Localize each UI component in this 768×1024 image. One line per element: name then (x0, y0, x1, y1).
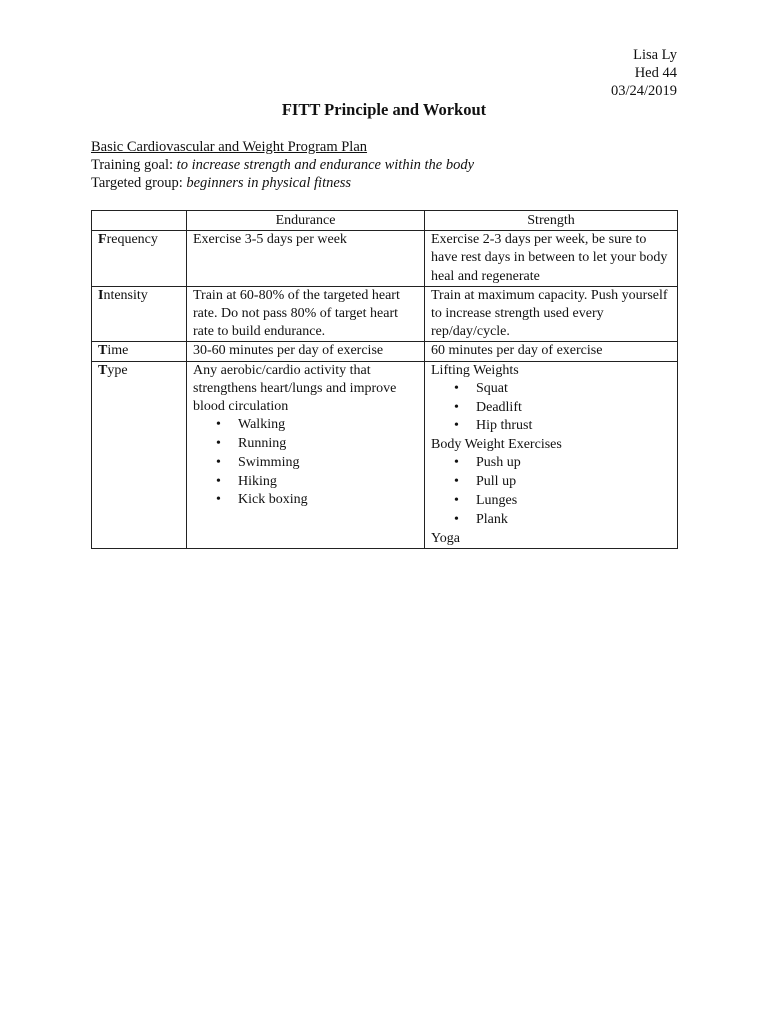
intro-block (91, 138, 474, 192)
list-item: • Running (238, 435, 418, 454)
row-label-frequency: Frequency (92, 231, 187, 287)
frequency-strength-cell: Exercise 2-3 days per week, be sure to have rest days in between to let your body heal and regenerate (425, 231, 678, 287)
row-label-intensity: Intensity (92, 286, 187, 342)
list-item: • Hip thrust (476, 417, 671, 436)
targeted-group-line (91, 174, 474, 192)
intensity-strength-cell: Train at maximum capacity. Push yourself to increase strength used every rep/day/cycle. (425, 286, 678, 342)
column-header-empty (92, 211, 187, 231)
list-item: • Hiking (238, 473, 418, 492)
list-item: • Push up (476, 454, 671, 473)
time-endurance-cell: 30-60 minutes per day of exercise (187, 342, 425, 361)
training-goal-label: Training goal: (91, 157, 174, 173)
list-item: • Lunges (476, 492, 671, 511)
type-endurance-cell (187, 361, 425, 548)
table-row (92, 361, 678, 548)
time-strength-cell: 60 minutes per day of exercise (425, 342, 678, 361)
targeted-group-text: beginners in physical fitness (186, 175, 352, 191)
strength-group-heading: Body Weight Exercises (431, 437, 562, 453)
lifting-weights-list (431, 380, 671, 436)
column-header-strength: Strength (425, 211, 678, 231)
body-weight-list (431, 454, 671, 529)
list-item: • Kick boxing (238, 491, 418, 510)
course-name: Hed 44 (634, 65, 677, 81)
plan-heading: Basic Cardiovascular and Weight Program Plan (91, 139, 368, 155)
table-row (92, 286, 678, 342)
column-header-endurance: Endurance (187, 211, 425, 231)
document-title: FITT Principle and Workout (281, 100, 487, 119)
strength-group-heading: Lifting Weights (431, 362, 519, 378)
list-item: • Plank (476, 511, 671, 530)
table-header-row (92, 211, 678, 231)
targeted-group-label: Targeted group: (91, 175, 183, 191)
list-item: • Pull up (476, 473, 671, 492)
table-row (92, 231, 678, 287)
strength-group-heading: Yoga (431, 530, 460, 546)
training-goal-line (91, 156, 474, 174)
endurance-activity-list (193, 416, 418, 510)
frequency-endurance-cell: Exercise 3-5 days per week (187, 231, 425, 287)
row-label-time: Time (92, 342, 187, 361)
list-item: • Deadlift (476, 399, 671, 418)
list-item: • Swimming (238, 454, 418, 473)
list-item: • Squat (476, 380, 671, 399)
row-label-type: Type (92, 361, 187, 548)
type-strength-cell (425, 361, 678, 548)
list-item: • Walking (238, 416, 418, 435)
document-date: 03/24/2019 (610, 83, 677, 99)
fitt-table (91, 210, 678, 549)
endurance-type-intro: Any aerobic/cardio activity that strengthens heart/lungs and improve blood circulation (193, 362, 397, 415)
intensity-endurance-cell: Train at 60-80% of the targeted heart rate. Do not pass 80% of target heart rate to build endurance. (187, 286, 425, 342)
author-name: Lisa Ly (633, 47, 677, 63)
author-header (611, 46, 677, 100)
table-row (92, 342, 678, 361)
training-goal-text: to increase strength and endurance within the body (176, 157, 475, 173)
